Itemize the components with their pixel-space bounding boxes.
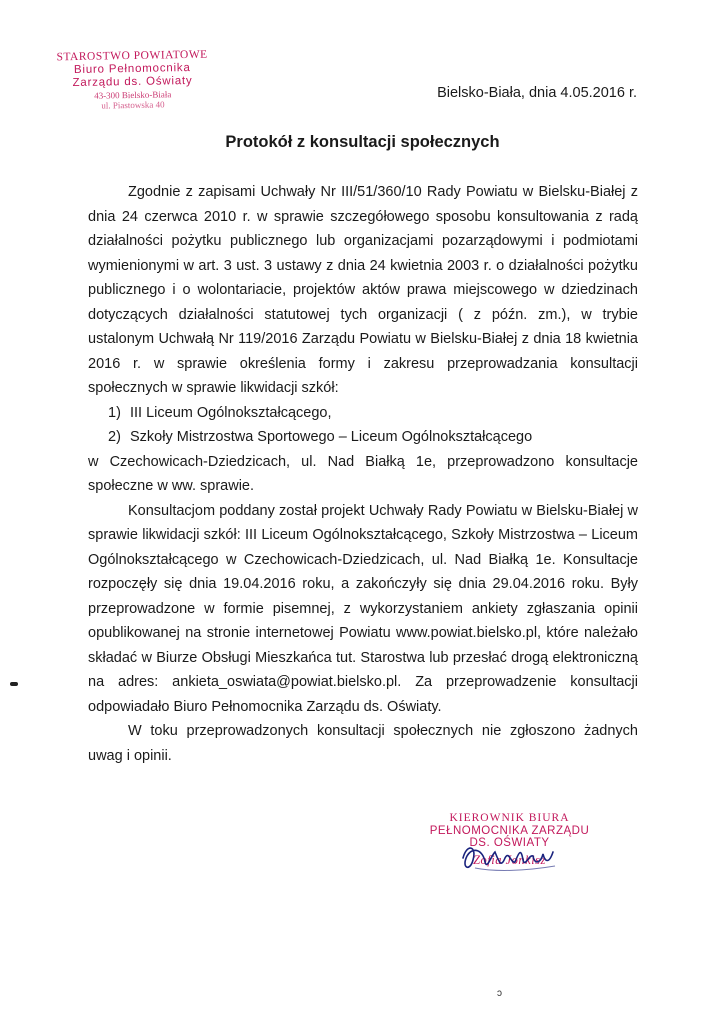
list-item-text: III Liceum Ogólnokształcącego, xyxy=(130,404,332,421)
stamp-line-4: 43-300 Bielsko-Biała xyxy=(94,88,172,101)
document-date: Bielsko-Biała, dnia 4.05.2016 r. xyxy=(437,85,637,101)
stamp-title-line-1: KIEROWNIK BIURA xyxy=(449,812,570,824)
list-item xyxy=(88,401,638,426)
stamp-line-1: STAROSTWO POWIATOWE xyxy=(56,48,208,64)
document-title: Protokół z konsultacji społecznych xyxy=(225,133,500,151)
list-item-number: 1) xyxy=(108,404,121,421)
paragraph-1: Zgodnie z zapisami Uchwały Nr III/51/360/10 Rady Powiatu w Bielsku-Białej z dnia 24 czerwca 2010 r. w sprawie szczegółowego sposobu konsultowania z radą działalności pożytku publicznego lub organizacjami pozarządowymi i podmiotami wymienionymi w art. 3 ust. 3 ustawy z dnia 24 kwietnia 2003 r. o działalności pożytku publicznego i o wolontariacie, projektów aktów prawa miejscowego w dziedzinach dotyczących działalności statutowej tych organizacji ( z późn. zm.), w trybie ustalonym Uchwałą Nr 119/2016 Zarządu Powiatu w Bielsku-Białej z dnia 18 kwietnia 2016 r. w sprawie określenia formy i zakresu przeprowadzania konsultacji społecznych w sprawie likwidacji szkół: xyxy=(88,184,638,396)
document-body xyxy=(88,180,638,768)
paragraph-2: Konsultacjom poddany został projekt Uchwały Rady Powiatu w Bielsku-Białej w sprawie likwidacji szkół: III Liceum Ogólnokształcącego, Szkoły Mistrzostwa – Liceum Ogólnokształcącego w Czechowicach-Dziedzicach, ul. Nad Białką 1e. Konsultacje rozpoczęły się dnia 19.04.2016 roku, a zakończyły się dnia 29.04.2016 roku. Były przeprowadzone w formie pisemnej, z wykorzystaniem ankiety zgłaszania opinii opublikowanej na stronie internetowej Powiatu www.powiat.bielsko.pl, które należało składać w Biurze Obsługi Mieszkańca tut. Starostwa lub przesłać drogą elektroniczną na adres: ankieta_oswiata@powiat.bielsko.pl. Za przeprowadzenie konsultacji odpowiadało Biuro Pełnomocnika Zarządu ds. Oświaty. xyxy=(88,502,638,715)
school-list xyxy=(88,401,638,450)
list-item-number: 2) xyxy=(108,429,121,445)
stamp-line-2: Biuro Pełnomocnika xyxy=(73,62,191,77)
paragraph-3: W toku przeprowadzonych konsultacji społecznych nie zgłoszono żadnych uwag i opinii. xyxy=(88,723,638,764)
page-mark: ɔ xyxy=(497,988,502,999)
stamp-name: Zofia Jonkisz xyxy=(473,852,546,867)
office-stamp xyxy=(39,48,225,112)
stamp-title-line-3: DS. OŚWIATY xyxy=(469,837,550,850)
list-item xyxy=(88,425,638,450)
margin-mark xyxy=(10,682,18,686)
list-item-text: Szkoły Mistrzostwa Sportowego – Liceum Ogólnokształcącego xyxy=(130,429,533,445)
stamp-line-5: ul. Piastowska 40 xyxy=(101,99,165,111)
stamp-line-3: Zarządu ds. Oświaty xyxy=(72,75,193,90)
stamp-title-line-2: PEŁNOMOCNIKA ZARZĄDU xyxy=(429,824,590,837)
handwritten-signature xyxy=(455,838,575,883)
paragraph-1-tail: w Czechowicach-Dziedzicach, ul. Nad Białką 1e, przeprowadzono konsultacje społeczne w ww. sprawie. xyxy=(88,453,638,494)
